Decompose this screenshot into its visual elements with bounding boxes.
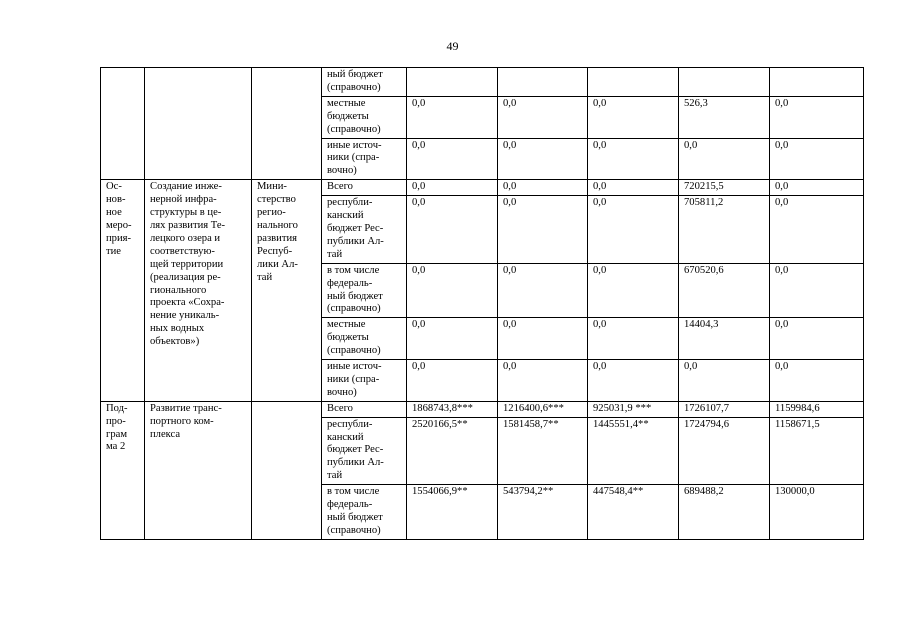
value-cell: 0,0 bbox=[498, 96, 588, 138]
value-cell: 1159984,6 bbox=[770, 401, 864, 417]
value-cell: 705811,2 bbox=[679, 196, 770, 264]
value-cell: 0,0 bbox=[770, 138, 864, 180]
name-cell: Развитие транс- портного ком- плекса bbox=[145, 401, 252, 539]
source-cell: местные бюджеты (справочно) bbox=[322, 96, 407, 138]
value-cell: 0,0 bbox=[407, 318, 498, 360]
value-cell: 0,0 bbox=[588, 196, 679, 264]
source-cell: иные источ- ники (спра- вочно) bbox=[322, 138, 407, 180]
source-cell: в том числе федераль- ный бюджет (справочно) bbox=[322, 485, 407, 540]
value-cell bbox=[498, 68, 588, 97]
executor-cell: Мини- стерство регио- нального развития Респуб- лики Ал- тай bbox=[252, 180, 322, 402]
value-cell: 0,0 bbox=[498, 180, 588, 196]
value-cell: 1216400,6*** bbox=[498, 401, 588, 417]
value-cell: 1158671,5 bbox=[770, 417, 864, 485]
value-cell: 0,0 bbox=[770, 263, 864, 318]
source-cell: республи- канский бюджет Рес- публики Ал- тай bbox=[322, 196, 407, 264]
value-cell: 0,0 bbox=[679, 138, 770, 180]
value-cell: 0,0 bbox=[407, 180, 498, 196]
value-cell: 0,0 bbox=[770, 96, 864, 138]
value-cell bbox=[679, 68, 770, 97]
value-cell: 1581458,7** bbox=[498, 417, 588, 485]
source-cell: местные бюджеты (справочно) bbox=[322, 318, 407, 360]
value-cell: 526,3 bbox=[679, 96, 770, 138]
value-cell: 0,0 bbox=[588, 138, 679, 180]
executor-cell bbox=[252, 401, 322, 539]
source-cell: ный бюджет (справочно) bbox=[322, 68, 407, 97]
value-cell: 0,0 bbox=[588, 360, 679, 402]
value-cell bbox=[770, 68, 864, 97]
value-cell: 0,0 bbox=[498, 263, 588, 318]
value-cell: 0,0 bbox=[407, 96, 498, 138]
status-cell: Ос- нов- ное меро- прия- тие bbox=[101, 180, 145, 402]
source-cell: иные источ- ники (спра- вочно) bbox=[322, 360, 407, 402]
value-cell: 1724794,6 bbox=[679, 417, 770, 485]
status-cell bbox=[101, 68, 145, 180]
name-cell bbox=[145, 68, 252, 180]
value-cell: 0,0 bbox=[407, 196, 498, 264]
value-cell: 0,0 bbox=[770, 360, 864, 402]
table-row bbox=[101, 180, 864, 196]
value-cell: 689488,2 bbox=[679, 485, 770, 540]
value-cell bbox=[407, 68, 498, 97]
value-cell: 1554066,9** bbox=[407, 485, 498, 540]
value-cell: 447548,4** bbox=[588, 485, 679, 540]
table-row bbox=[101, 401, 864, 417]
status-cell: Под- про- грам ма 2 bbox=[101, 401, 145, 539]
source-cell: республи- канский бюджет Рес- публики Ал- тай bbox=[322, 417, 407, 485]
value-cell: 0,0 bbox=[407, 360, 498, 402]
source-cell: Всего bbox=[322, 401, 407, 417]
value-cell: 0,0 bbox=[498, 360, 588, 402]
value-cell: 0,0 bbox=[407, 138, 498, 180]
value-cell: 0,0 bbox=[407, 263, 498, 318]
value-cell: 14404,3 bbox=[679, 318, 770, 360]
value-cell: 0,0 bbox=[498, 196, 588, 264]
value-cell: 720215,5 bbox=[679, 180, 770, 196]
value-cell: 1868743,8*** bbox=[407, 401, 498, 417]
value-cell: 1726107,7 bbox=[679, 401, 770, 417]
value-cell: 543794,2** bbox=[498, 485, 588, 540]
value-cell: 2520166,5** bbox=[407, 417, 498, 485]
value-cell: 0,0 bbox=[588, 263, 679, 318]
value-cell: 130000,0 bbox=[770, 485, 864, 540]
value-cell: 0,0 bbox=[770, 318, 864, 360]
value-cell: 1445551,4** bbox=[588, 417, 679, 485]
name-cell: Создание инже- нерной инфра- структуры в це- лях развития Те- лецкого озера и соответствую- щей территории (реализация ре- гионального проекта «Сохра- нение уникаль- ных водных объектов») bbox=[145, 180, 252, 402]
value-cell: 925031,9 *** bbox=[588, 401, 679, 417]
page-number: 49 bbox=[446, 39, 459, 53]
value-cell: 0,0 bbox=[588, 318, 679, 360]
value-cell: 0,0 bbox=[770, 180, 864, 196]
value-cell: 0,0 bbox=[770, 196, 864, 264]
executor-cell bbox=[252, 68, 322, 180]
value-cell: 0,0 bbox=[498, 318, 588, 360]
value-cell: 670520,6 bbox=[679, 263, 770, 318]
value-cell: 0,0 bbox=[679, 360, 770, 402]
value-cell: 0,0 bbox=[588, 96, 679, 138]
table-row bbox=[101, 68, 864, 97]
value-cell: 0,0 bbox=[588, 180, 679, 196]
source-cell: в том числе федераль- ный бюджет (справочно) bbox=[322, 263, 407, 318]
source-cell: Всего bbox=[322, 180, 407, 196]
budget-table bbox=[100, 67, 864, 540]
value-cell: 0,0 bbox=[498, 138, 588, 180]
value-cell bbox=[588, 68, 679, 97]
